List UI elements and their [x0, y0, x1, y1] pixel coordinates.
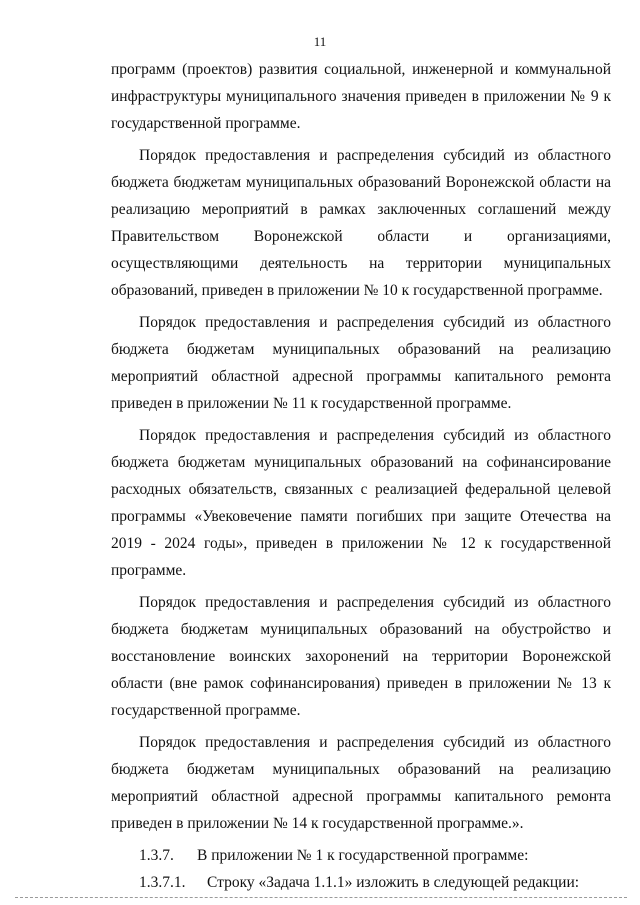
page-number: 11: [313, 34, 327, 49]
paragraph-4: Порядок предоставления и распределения субсидий из областного бюджета бюджетам муниципальных образований на софинансирование расходных обязательств, связанных с реализацией федеральной целевой программы «Увековечение памяти погибших при защите Отечества на 2019 - 2024 годы», приведен в приложении № 12 к государственной программе.: [111, 427, 611, 579]
item-text: В приложении № 1 к государственной программе:: [197, 847, 529, 864]
paragraph-1: программ (проектов) развития социальной, инженерной и коммунальной инфраструктуры муниципального значения приведен в приложении № 9 к государственной программе.: [111, 61, 611, 132]
paragraph-3: Порядок предоставления и распределения субсидий из областного бюджета бюджетам муниципальных образований на реализацию мероприятий областной адресной программы капитального ремонта приведен в приложении № 11 к государственной программе.: [111, 314, 611, 412]
item-text: Строку «Задача 1.1.1» изложить в следующей редакции:: [207, 874, 580, 891]
item-number: 1.3.7.1.: [139, 874, 186, 891]
list-item: [111, 869, 611, 896]
document-body: [111, 56, 611, 896]
list-item: [111, 842, 611, 869]
page-bottom-rule: [15, 897, 627, 898]
item-number: 1.3.7.: [139, 847, 174, 864]
paragraph-2: Порядок предоставления и распределения субсидий из областного бюджета бюджетам муниципальных образований Воронежской области на реализацию мероприятий в рамках заключенных соглашений между Правительством Воронежской области и организациями, осуществляющими деятельность на территории муниципальных образований, приведен в приложении № 10 к государственной программе.: [111, 147, 611, 299]
paragraph-5: Порядок предоставления и распределения субсидий из областного бюджета бюджетам муниципальных образований на обустройство и восстановление воинских захоронений на территории Воронежской области (вне рамок софинансирования) приведен в приложении № 13 к государственной программе.: [111, 594, 611, 719]
paragraph-6: Порядок предоставления и распределения субсидий из областного бюджета бюджетам муниципальных образований на реализацию мероприятий областной адресной программы капитального ремонта приведен в приложении № 14 к государственной программе.».: [111, 734, 611, 832]
